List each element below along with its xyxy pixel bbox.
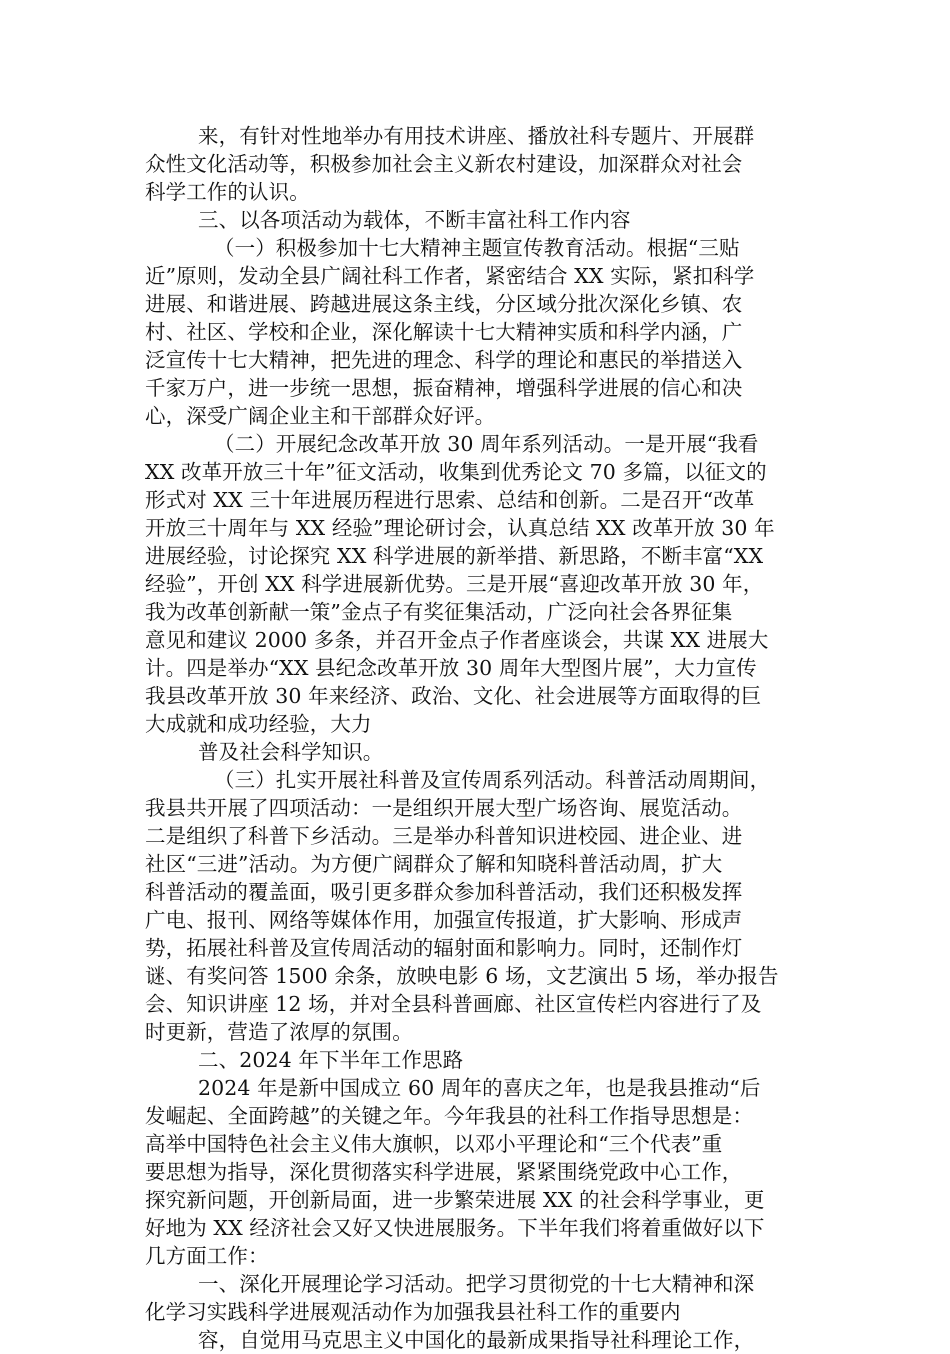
text-line: 我县共开展了四项活动：一是组织开展大型广场咨询、展览活动。 bbox=[145, 796, 743, 820]
text-line: 心，深受广阔企业主和干部群众好评。 bbox=[145, 404, 496, 428]
text-line: 我县改革开放 30 年来经济、政治、文化、社会进展等方面取得的巨 bbox=[145, 684, 762, 708]
text-line: 谜、有奖问答 1500 余条，放映电影 6 场，文艺演出 5 场，举办报告 bbox=[145, 964, 779, 988]
text-line: 众性文化活动等，积极参加社会主义新农村建设，加深群众对社会 bbox=[145, 152, 743, 176]
text-line: 化学习实践科学进展观活动作为加强我县社科工作的重要内 bbox=[145, 1300, 681, 1324]
text-line: 探究新问题，开创新局面，进一步繁荣进展 XX 的社会科学事业，更 bbox=[145, 1188, 765, 1212]
section-heading: 三、以各项活动为载体，不断丰富社科工作内容 bbox=[198, 208, 631, 232]
text-line: 近”原则，发动全县广阔社科工作者，紧密结合 XX 实际，紧扣科学 bbox=[145, 264, 755, 288]
text-line: 会、知识讲座 12 场，并对全县科普画廊、社区宣传栏内容进行了及 bbox=[145, 992, 762, 1016]
text-line: 普及社会科学知识。 bbox=[198, 740, 384, 764]
text-line: 科普活动的覆盖面，吸引更多群众参加科普活动，我们还积极发挥 bbox=[145, 880, 743, 904]
text-line: 势，拓展社科普及宣传周活动的辐射面和影响力。同时，还制作灯 bbox=[145, 936, 743, 960]
text-line: 要思想为指导，深化贯彻落实科学进展，紧紧围绕党政中心工作， bbox=[145, 1160, 743, 1184]
text-line: 2024 年是新中国成立 60 周年的喜庆之年，也是我县推动“后 bbox=[198, 1076, 761, 1100]
text-line: 高举中国特色社会主义伟大旗帜，以邓小平理论和“三个代表”重 bbox=[145, 1132, 723, 1156]
text-line: 经验”，开创 XX 科学进展新优势。三是开展“喜迎改革开放 30 年， bbox=[145, 572, 764, 596]
text-line: （三）扎实开展社科普及宣传周系列活动。科普活动周期间， bbox=[214, 768, 771, 792]
text-line: 几方面工作： bbox=[145, 1244, 269, 1268]
section-heading: 二、2024 年下半年工作思路 bbox=[198, 1048, 464, 1072]
text-line: （二）开展纪念改革开放 30 周年系列活动。一是开展“我看 bbox=[214, 432, 759, 456]
text-line: 广电、报刊、网络等媒体作用，加强宣传报道，扩大影响、形成声 bbox=[145, 908, 743, 932]
text-line: 发崛起、全面跨越”的关键之年。今年我县的社科工作指导思想是： bbox=[145, 1104, 753, 1128]
text-line: 意见和建议 2000 多条，并召开金点子作者座谈会，共谋 XX 进展大 bbox=[145, 628, 769, 652]
text-line: 社区“三进”活动。为方便广阔群众了解和知晓科普活动周，扩大 bbox=[145, 852, 723, 876]
text-line: （一）积极参加十七大精神主题宣传教育活动。根据“三贴 bbox=[214, 236, 740, 260]
text-line: 村、社区、学校和企业，深化解读十七大精神实质和科学内涵，广 bbox=[145, 320, 743, 344]
text-line: 开放三十周年与 XX 经验”理论研讨会，认真总结 XX 改革开放 30 年 bbox=[145, 516, 775, 540]
text-line: 一、深化开展理论学习活动。把学习贯彻党的十七大精神和深 bbox=[198, 1272, 755, 1296]
text-line: XX 改革开放三十年”征文活动，收集到优秀论文 70 多篇，以征文的 bbox=[145, 460, 767, 484]
text-line: 二是组织了科普下乡活动。三是举办科普知识进校园、进企业、进 bbox=[145, 824, 743, 848]
text-line: 容，自觉用马克思主义中国化的最新成果指导社科理论工作， bbox=[198, 1328, 755, 1352]
text-line: 我为改革创新献一策”金点子有奖征集活动，广泛向社会各界征集 bbox=[145, 600, 733, 624]
text-line: 来，有针对性地举办有用技术讲座、播放社科专题片、开展群 bbox=[198, 124, 755, 148]
text-line: 时更新，营造了浓厚的氛围。 bbox=[145, 1020, 413, 1044]
text-line: 进展经验，讨论探究 XX 科学进展的新举措、新思路，不断丰富“XX bbox=[145, 544, 764, 568]
text-line: 好地为 XX 经济社会又好又快进展服务。下半年我们将着重做好以下 bbox=[145, 1216, 765, 1240]
text-line: 泛宣传十七大精神，把先进的理念、科学的理论和惠民的举措送入 bbox=[145, 348, 743, 372]
text-line: 科学工作的认识。 bbox=[145, 180, 310, 204]
text-line: 计。四是举办“XX 县纪念改革开放 30 周年大型图片展”，大力宣传 bbox=[145, 656, 757, 680]
text-line: 进展、和谐进展、跨越进展这条主线，分区域分批次深化乡镇、农 bbox=[145, 292, 743, 316]
text-line: 形式对 XX 三十年进展历程进行思索、总结和创新。二是召开“改革 bbox=[145, 488, 755, 512]
text-line: 千家万户，进一步统一思想，振奋精神，增强科学进展的信心和决 bbox=[145, 376, 743, 400]
text-line: 大成就和成功经验，大力 bbox=[145, 712, 372, 736]
